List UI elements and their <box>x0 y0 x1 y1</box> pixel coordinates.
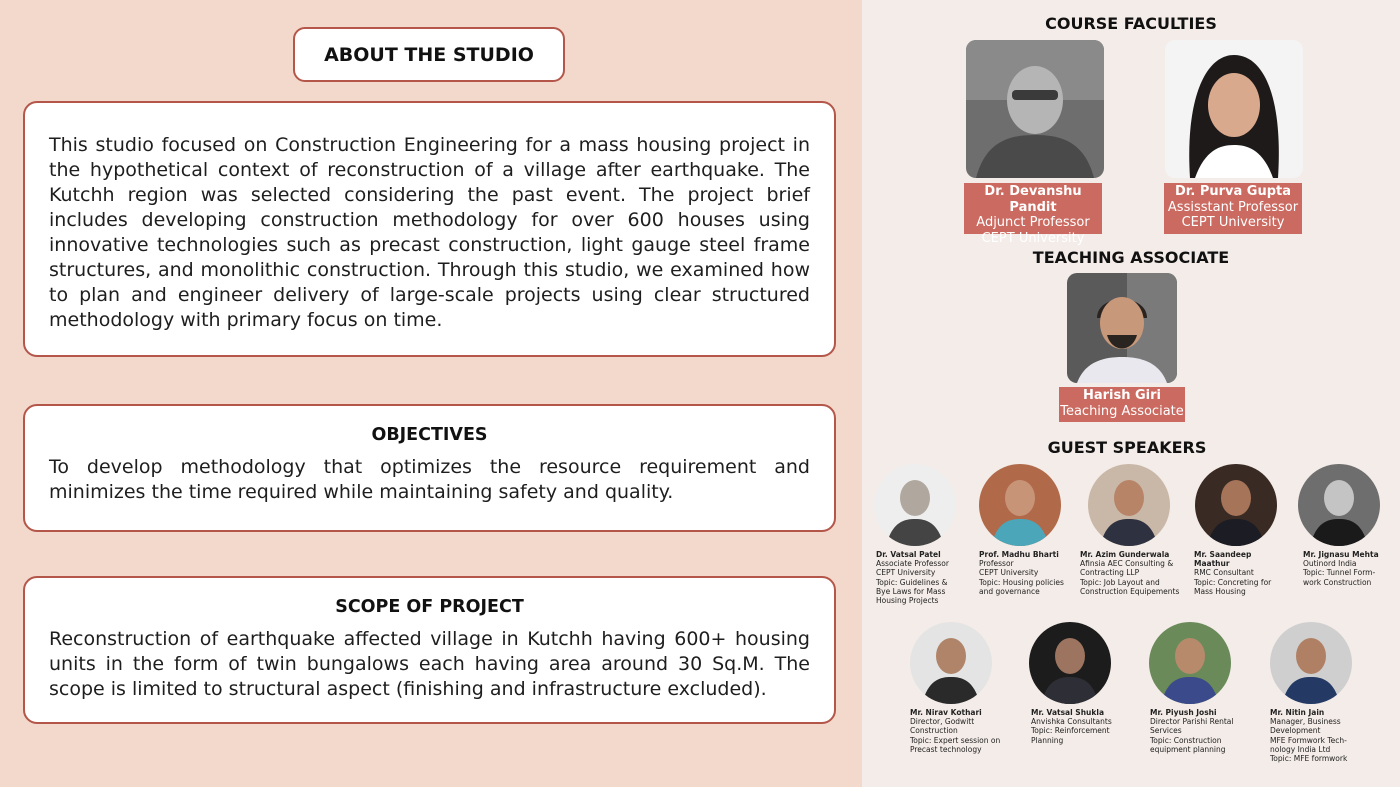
right-panel <box>862 0 1400 787</box>
guest-name: Dr. Vatsal Patel <box>876 550 941 559</box>
about-text: This studio focused on Construction Engineering for a mass housing project in the hypothetical context of reconstruction of a village after earthquake. The Kutchh region was selected considering the past event. The project brief includes developing construction methodology for over 600 houses using innovative technologies such as precast construction, light gauge steel frame structures, and monolithic construction. Through this studio, we examined how to plan and engineer delivery of large-scale projects using clear structured methodology with primary focus on time. <box>49 134 810 331</box>
faculty-name: Dr. Purva Gupta <box>1175 184 1291 199</box>
guest-line: equipment planning <box>1150 744 1226 754</box>
guest-text-2 <box>979 550 1077 596</box>
objectives-text: To develop methodology that optimizes the resource requirement and minimizes the time required while maintaining safety and quality. <box>49 456 810 503</box>
guest-name: Mr. Azim Gunderwala <box>1080 550 1170 559</box>
faculty-namebox-2 <box>1164 183 1302 234</box>
guest-photo-8 <box>1149 622 1231 704</box>
person-icon <box>1088 464 1170 546</box>
guest-line: Director Parishi Rental <box>1150 717 1234 727</box>
guest-line: Outinord India <box>1303 559 1357 569</box>
guest-line: Topic: Tunnel Form- <box>1303 568 1376 578</box>
about-card <box>23 101 836 357</box>
guest-line: Professor <box>979 559 1014 569</box>
guest-line: Topic: Concreting for <box>1194 577 1272 587</box>
guest-line: MFE Formwork Tech- <box>1270 735 1347 745</box>
person-icon <box>966 40 1104 178</box>
person-icon <box>1029 622 1111 704</box>
guest-name: Mr. Nirav Kothari <box>910 708 982 717</box>
guest-photo-6 <box>910 622 992 704</box>
guest-line: Associate Professor <box>876 559 949 569</box>
guest-line: Construction <box>910 726 958 736</box>
guest-name: Prof. Madhu Bharti <box>979 550 1059 559</box>
guest-line: Topic: Expert session on <box>910 735 1001 745</box>
guest-photo-7 <box>1029 622 1111 704</box>
guest-line: Mass Housing <box>1194 586 1246 596</box>
guest-line: Topic: Housing policies <box>979 577 1064 587</box>
guest-line: Director, Godwitt <box>910 717 975 727</box>
scope-text: Reconstruction of earthquake affected village in Kutchh having 600+ housing units in the form of twin bungalows each having area around 30 Sq.M. The scope is limited to structural aspect (finishing and infrastructure excluded). <box>49 628 810 700</box>
guest-text-9 <box>1270 708 1370 763</box>
objectives-title: OBJECTIVES <box>371 425 488 445</box>
associate-photo <box>1067 273 1177 383</box>
guest-line: work Construction <box>1303 577 1372 587</box>
guest-line: Services <box>1150 726 1182 736</box>
guest-photo-4 <box>1195 464 1277 546</box>
guest-name: Mr. Jignasu Mehta <box>1303 550 1379 559</box>
guest-line: Topic: Construction <box>1150 735 1222 745</box>
guest-line: Manager, Business <box>1270 717 1341 727</box>
person-icon <box>1298 464 1380 546</box>
guest-name: Mr. Piyush Joshi <box>1150 708 1217 717</box>
about-title: ABOUT THE STUDIO <box>293 27 565 82</box>
person-icon <box>910 622 992 704</box>
faculty-namebox-1 <box>964 183 1102 246</box>
guest-line: CEPT University <box>979 568 1039 578</box>
guest-photo-9 <box>1270 622 1352 704</box>
guest-line: nology India Ltd <box>1270 744 1331 754</box>
guest-line: Topic: Guidelines & <box>876 577 948 587</box>
guest-line: Anvishka Consultants <box>1031 717 1112 727</box>
guest-name: Mr. Nitin Jain <box>1270 708 1325 717</box>
guest-line: Planning <box>1031 735 1064 745</box>
faculty-photo-1 <box>966 40 1104 178</box>
scope-title: SCOPE OF PROJECT <box>335 597 524 617</box>
associate-namebox <box>1059 387 1185 422</box>
faculty-org: CEPT University <box>1181 215 1285 230</box>
guest-text-3 <box>1080 550 1184 596</box>
guest-photo-5 <box>1298 464 1380 546</box>
guest-text-1 <box>876 550 966 605</box>
guest-text-8 <box>1150 708 1250 754</box>
faculty-title: COURSE FACULTIES <box>1045 14 1217 33</box>
guest-line: Precast technology <box>910 744 982 754</box>
faculty-photo-2 <box>1165 40 1303 178</box>
objectives-card <box>23 404 836 532</box>
guest-line: CEPT University <box>876 568 936 578</box>
guest-name: Mr. Saandeep Maathur <box>1194 550 1252 569</box>
person-icon <box>1067 273 1177 383</box>
guest-line: Topic: Reinforcement <box>1031 726 1110 736</box>
person-icon <box>1270 622 1352 704</box>
guest-line: Development <box>1270 726 1321 736</box>
associate-name: Harish Giri <box>1082 388 1162 403</box>
faculty-role: Assisstant Professor <box>1167 199 1299 215</box>
guest-line: Topic: Job Layout and <box>1080 577 1160 587</box>
guest-line: Bye Laws for Mass <box>876 586 946 596</box>
guest-line: Topic: MFE formwork <box>1270 754 1348 764</box>
person-icon <box>874 464 956 546</box>
faculty-org: CEPT University <box>981 230 1085 246</box>
person-icon <box>1195 464 1277 546</box>
guest-line: RMC Consultant <box>1194 568 1254 578</box>
person-icon <box>1165 40 1303 178</box>
guest-text-4 <box>1194 550 1286 596</box>
guest-text-5 <box>1303 550 1393 587</box>
faculty-role: Adjunct Professor <box>976 215 1090 230</box>
guest-line: and governance <box>979 586 1040 596</box>
guest-text-7 <box>1031 708 1131 745</box>
guest-photo-3 <box>1088 464 1170 546</box>
guest-line: Contracting LLP <box>1080 568 1140 578</box>
guest-photo-2 <box>979 464 1061 546</box>
guest-name: Mr. Vatsal Shukla <box>1031 708 1105 717</box>
scope-card <box>23 576 836 724</box>
guest-line: Construction Equipements <box>1080 586 1180 596</box>
guest-line: Afinsia AEC Consulting & <box>1080 559 1174 569</box>
guests-title: GUEST SPEAKERS <box>1047 438 1207 457</box>
faculty-name: Dr. Devanshu Pandit <box>984 184 1082 215</box>
guest-photo-1 <box>874 464 956 546</box>
associate-title: TEACHING ASSOCIATE <box>1032 248 1230 267</box>
person-icon <box>979 464 1061 546</box>
associate-role: Teaching Associate <box>1060 403 1184 419</box>
person-icon <box>1149 622 1231 704</box>
guest-line: Housing Projects <box>876 596 939 606</box>
guest-text-6 <box>910 708 1010 754</box>
